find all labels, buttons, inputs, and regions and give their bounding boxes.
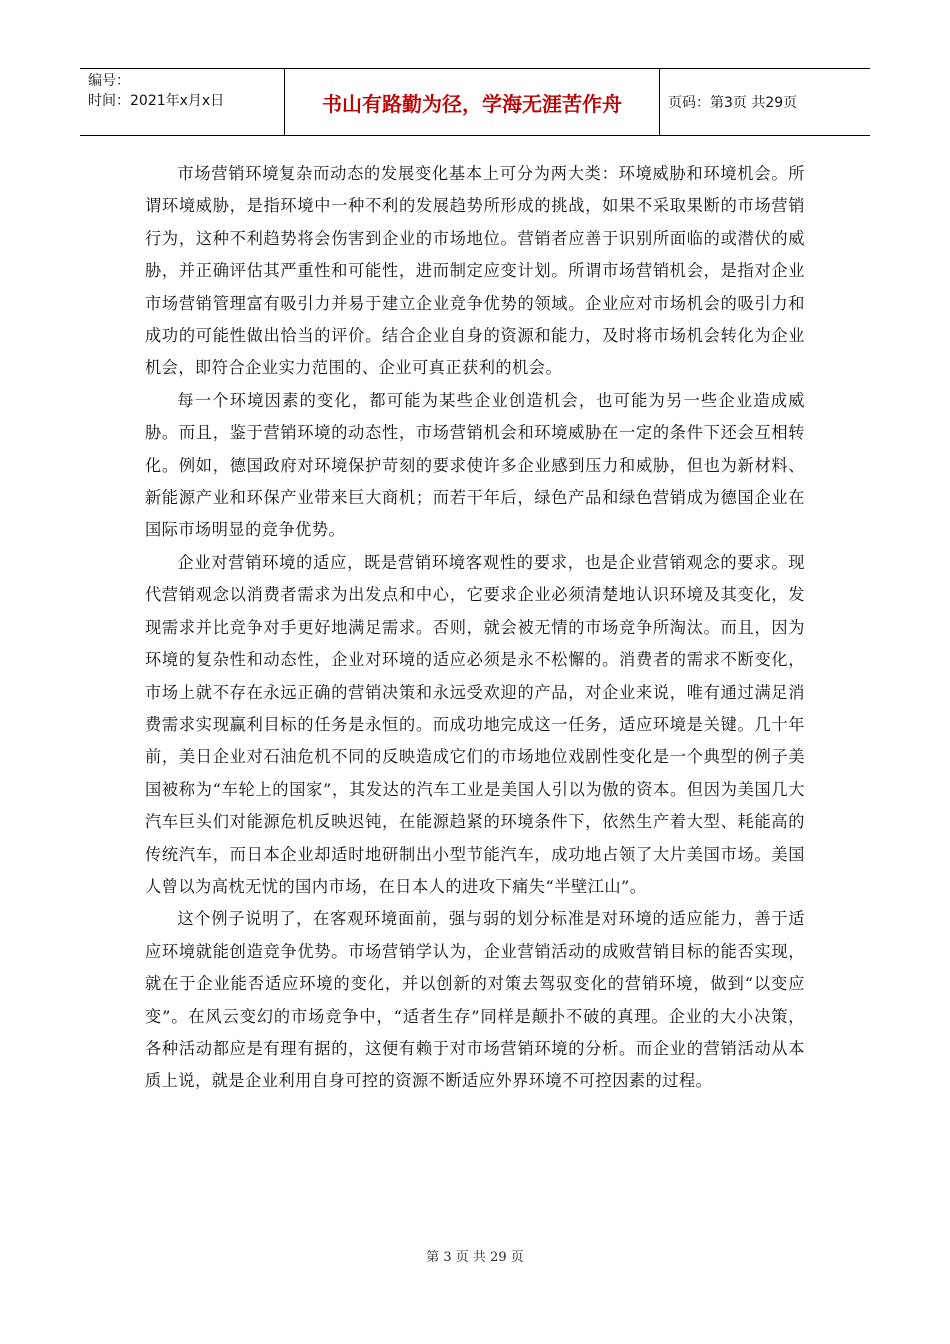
paragraph: 市场营销环境复杂而动态的发展变化基本上可分为两大类：环境威胁和环境机会。所谓环境威胁，是指环境中一种不利的发展趋势所形成的挑战，如果不采取果断的市场营销行为，这种不利趋势将会伤害到企业的市场地位。营销者应善于识别所面临的或潜伏的威胁，并正确评估其严重性和可能性，进而制定应变计划。所谓市场营销机会，是指对企业市场营销管理富有吸引力并易于建立企业竞争优势的领域。企业应对市场机会的吸引力和成功的可能性做出恰当的评价。结合企业自身的资源和能力，及时将市场机会转化为企业机会，即符合企业实力范围的、企业可真正获利的机会。 [145, 164, 805, 378]
header-table [80, 68, 870, 136]
paragraph: 企业对营销环境的适应，既是营销环境客观性的要求，也是企业营销观念的要求。现代营销观念以消费者需求为出发点和中心，它要求企业必须清楚地认识环境及其变化，发现需求并比竞争对手更好地满足需求。否则，就会被无情的市场竞争所淘汰。而且，因为环境的复杂性和动态性，企业对环境的适应必须是永不松懈的。消费者的需求不断变化，市场上就不存在永远正确的营销决策和永远受欢迎的产品，对企业来说，唯有通过满足消费需求实现赢利目标的任务是永恒的。而成功地完成这一任务，适应环境是关键。几十年前，美日企业对石油危机不同的反映造成它们的市场地位戏剧性变化是一个典型的例子美国被称为“车轮上的国家”，其发达的汽车工业是美国人引以为傲的资本。但因为美国几大汽车巨头们对能源危机反映迟钝，在能源趋紧的环境条件下，依然生产着大型、耗能高的传统汽车，而日本企业却适时地研制出小型节能汽车，成功地占领了大片美国市场。美国人曾以为高枕无忧的国内市场，在日本人的进攻下痛失“半壁江山”。 [145, 552, 805, 896]
header-motto: 书山有路勤为径，学海无涯苦作舟 [285, 69, 660, 135]
header-page-info: 页码：第3页 共29页 [668, 95, 798, 111]
header-meta [80, 69, 285, 135]
paragraph: 这个例子说明了，在客观环境面前，强与弱的划分标准是对环境的适应能力，善于适应环境就能创造竞争优势。市场营销学认为，企业营销活动的成败营销目标的能否实现，就在于企业能否适应环境的变化，并以创新的对策去驾驭变化的营销环境，做到“以变应变”。在风云变幻的市场竞争中，“适者生存”同样是颠扑不破的真理。企业的大小决策，各种活动都应是有理有据的，这便有赖于对市场营销环境的分析。而企业的营销活动从本质上说，就是企业利用自身可控的资源不断适应外界环境不可控因素的过程。 [145, 909, 805, 1091]
document-body [145, 158, 805, 1098]
document-time: 时间：2021年x月x日 [88, 93, 225, 109]
page-footer: 第 3 页 共 29 页 [426, 1250, 524, 1265]
document-number: 编号： [88, 73, 130, 89]
paragraph: 每一个环境因素的变化，都可能为某些企业创造机会，也可能为另一些企业造成威胁。而且，鉴于营销环境的动态性，市场营销机会和环境威胁在一定的条件下还会互相转化。例如，德国政府对环境保护苛刻的要求使许多企业感到压力和威胁，但也为新材料、新能源产业和环保产业带来巨大商机；而若干年后，绿色产品和绿色营销成为德国企业在国际市场明显的竞争优势。 [145, 390, 805, 540]
